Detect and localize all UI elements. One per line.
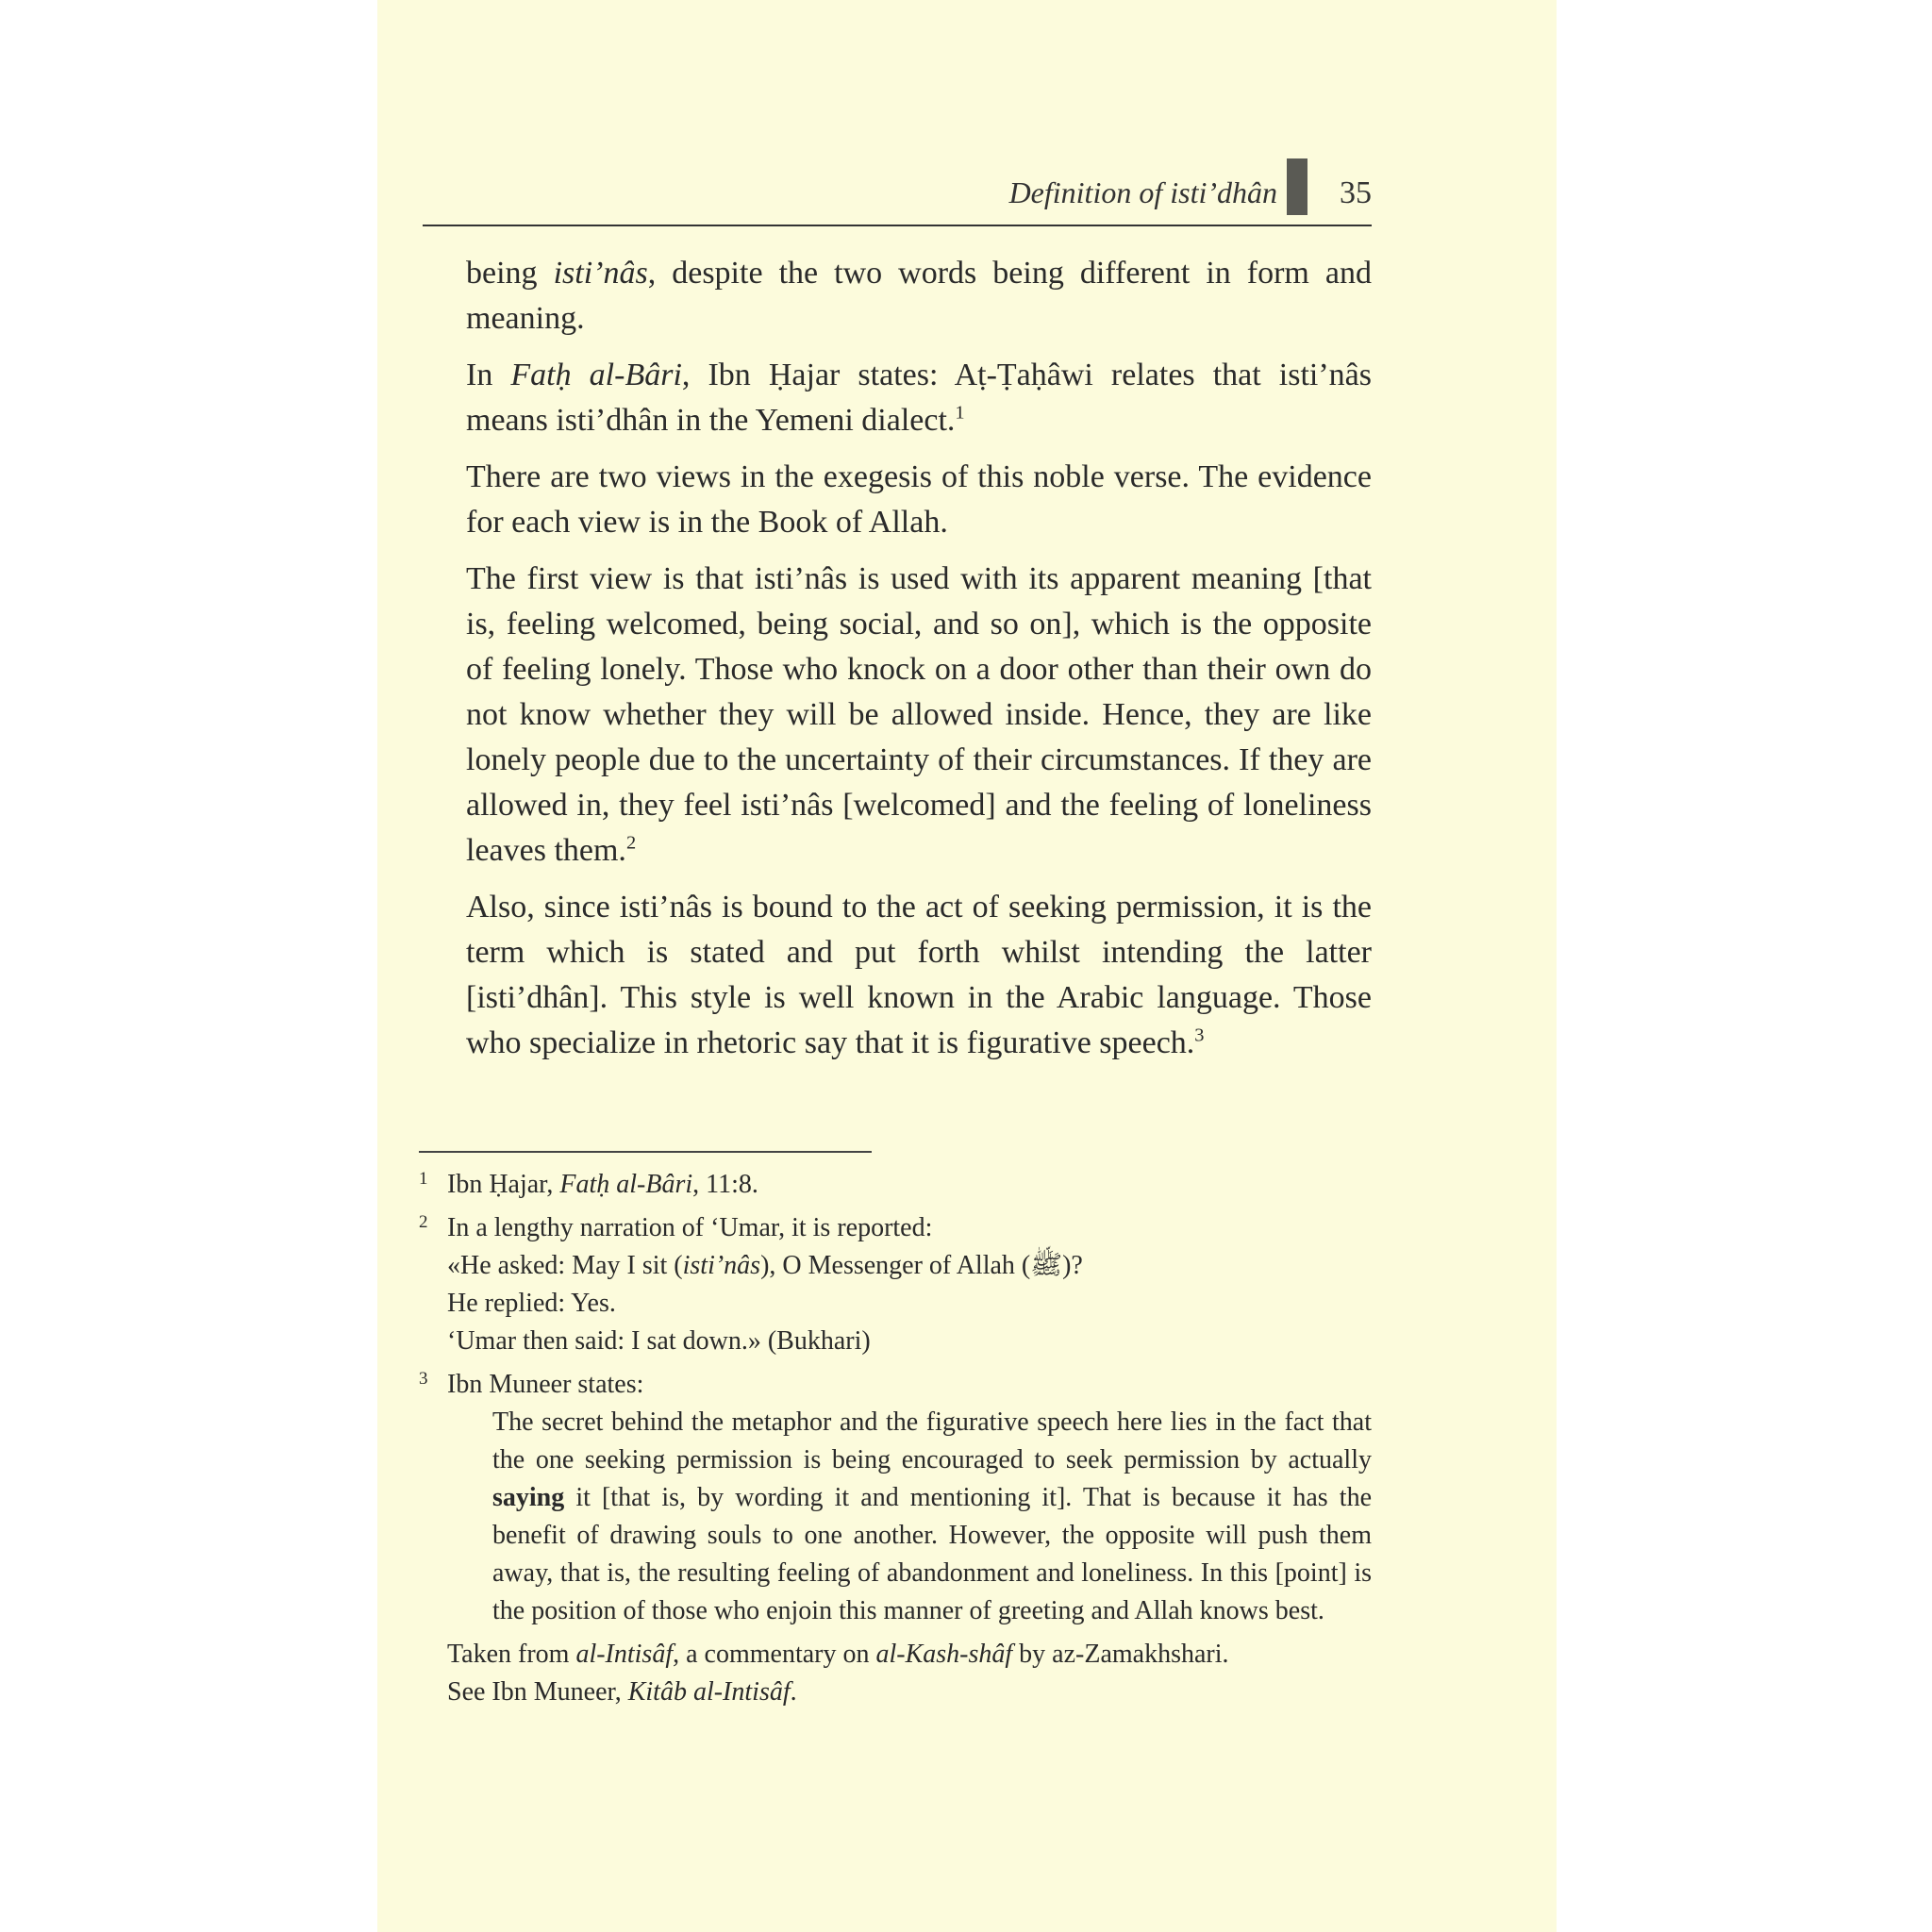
footnote-separator [419, 1151, 872, 1153]
main-text [466, 251, 1372, 1066]
running-header [423, 158, 1372, 226]
footnote-3: 3 Ibn Muneer states: The secret behind the metaphor and the figurative speech here lies in the fact that the one seeking permission is being encouraged to seek permission by actually saying it [that is, by wording it and mentioning it]. That is because it has the benefit of drawing souls to one another. However, the opposite will push them away, that is, the resulting feeling of abandonment and loneliness. In this [point] is the position of those who enjoin this manner of greeting and Allah knows best. [419, 1366, 1372, 1630]
footnote-3-source: Taken from al-Intisâf, a commentary on al-Kash-shâf by az-Zamakhshari. See Ibn Muneer, Kitâb al-Intisâf. [447, 1640, 1229, 1707]
footnote-ref: 1 [955, 402, 965, 424]
footnote-number: 2 [419, 1212, 428, 1232]
footnote-number: 1 [419, 1169, 428, 1189]
paragraph: In Fatḥ al-Bâri, Ibn Ḥajar states: Aṭ-Ṭaḥâwi relates that isti’nâs means isti’dhân in the Yemeni dialect.$^1$ [466, 358, 1372, 438]
chapter-title: Definition of isti’dhân [1008, 175, 1277, 209]
footnote-2: 2 In a lengthy narration of ‘Umar, it is reported: «He asked: May I sit (isti’nâs), O Messenger of Allah (ﷺ)? He replied: Yes. ‘Umar then said: I sat down.» (Bukhari) [419, 1209, 1372, 1360]
paragraph: The first view is that isti’nâs is used with its apparent meaning [that is, feeling welcomed, being social, and so on], which is the opposite of feeling lonely. Those who knock on a door other than their own do not know whether they will be allowed inside. Hence, they are like lonely people due to the uncertainty of their circumstances. If they are allowed in, they feel isti’nâs [welcomed] and the feeling of loneliness leaves them.$^2$ [466, 561, 1372, 868]
footnote-number: 3 [419, 1369, 428, 1389]
footnotes [419, 1166, 1372, 1711]
header-divider-bar [1287, 158, 1307, 215]
paragraph: There are two views in the exegesis of this noble verse. The evidence for each view is in the Book of Allah. [466, 459, 1372, 540]
footnote-ref: 3 [1194, 1024, 1205, 1046]
footnote-1: 1 Ibn Ḥajar, Fatḥ al-Bâri, 11:8. [419, 1166, 1372, 1204]
page-number: 35 [1340, 175, 1372, 210]
footnote-ref: 2 [625, 832, 637, 854]
block-quote: The secret behind the metaphor and the figurative speech here lies in the fact that the one seeking permission is being encouraged to seek permission by actually saying it [that is, by wording it and mentioning it]. That is because it has the benefit of drawing souls to one another. However, the opposite will push them away, that is, the resulting feeling of abandonment and loneliness. In this [point] is the position of those who enjoin this manner of greeting and Allah knows best. [492, 1407, 1372, 1625]
paragraph: being isti’nâs, despite the two words being different in form and meaning. [466, 256, 1372, 336]
paragraph: Also, since isti’nâs is bound to the act of seeking permission, it is the term which is stated and put forth whilst intending the latter [isti’dhân]. This style is well known in the Arabic language. Those who specialize in rhetoric say that it is figurative speech.$^3$ [466, 890, 1372, 1060]
